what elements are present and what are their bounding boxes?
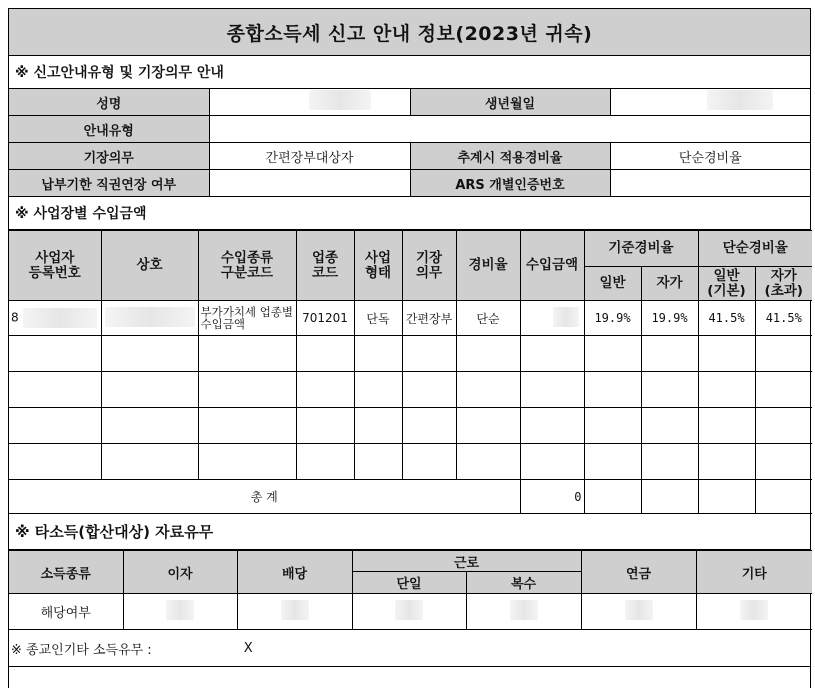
religious-income-mark: X [243,640,253,656]
cell-bookkeeping: 간편장부 [402,301,456,336]
col-standard-rate: 기준경비율 [584,231,698,267]
total-label: 총 계 [9,480,520,514]
section2-heading: ※ 사업장별 수입금액 [9,197,810,230]
cell-trade-name [101,301,198,336]
masked-trade-name [105,307,195,327]
masked-bizno [23,308,97,328]
religious-income-label: ※ 종교인기타 소득유무 : [11,642,152,658]
masked-value [510,600,538,620]
col-standard-general: 일반 [584,267,641,301]
table-row [9,594,812,630]
col-labor: 근로 [352,551,581,572]
col-trade-name: 상호 [101,231,198,301]
col-pension: 연금 [581,551,696,594]
masked-value [395,600,423,620]
name-value [209,89,410,116]
cell-biz-type: 단독 [354,301,402,336]
bookkeeping-value: 간편장부대상자 [209,143,410,170]
cell-bizno: 8 [9,301,101,336]
col-labor-single: 단일 [352,572,466,594]
section3-heading: ※ 타소득(합산대상) 자료유무 [9,514,810,550]
masked-value [281,600,309,620]
estimate-rate-value: 단순경비율 [610,143,810,170]
col-interest: 이자 [123,551,237,594]
birth-value [610,89,810,116]
masked-value [740,600,768,620]
col-dividend: 배당 [237,551,352,594]
col-simple-self: 자가 (초과) [755,267,812,301]
total-row [9,480,812,514]
extension-label: 납부기한 직권연장 여부 [9,170,209,197]
cell-interest [123,594,237,630]
cell-revenue [520,301,584,336]
estimate-rate-label: 추계시 적용경비율 [410,143,610,170]
cell-single [352,594,466,630]
masked-value [625,600,653,620]
col-biz-type: 사업 형태 [354,231,402,301]
masked-birthdate [707,90,773,110]
masked-name [309,90,371,110]
masked-value [166,600,194,620]
cell-other [696,594,812,630]
col-income-code: 수입종류 구분코드 [198,231,296,301]
col-income-type: 소득종류 [9,551,123,594]
table-row [9,301,812,336]
cell-simple-general: 41.5% [698,301,755,336]
other-income-table [9,550,812,630]
section1-heading: ※ 신고안내유형 및 기장의무 안내 [9,56,810,89]
cell-industry-code: 701201 [296,301,354,336]
col-labor-multiple: 복수 [466,572,581,594]
row-applicable-label: 해당여부 [9,594,123,630]
col-other: 기타 [696,551,812,594]
guide-type-label: 안내유형 [9,116,209,143]
cell-pension [581,594,696,630]
col-standard-self: 자가 [641,267,698,301]
cell-dividend [237,594,352,630]
empty-row [9,336,812,372]
cell-multiple [466,594,581,630]
empty-row [9,372,812,408]
empty-row [9,408,812,444]
religious-income-row [9,630,810,667]
business-revenue-table [9,230,812,514]
col-simple-rate: 단순경비율 [698,231,812,267]
col-bookkeeping: 기장 의무 [402,231,456,301]
empty-row [9,444,812,480]
col-industry-code: 업종 코드 [296,231,354,301]
col-revenue: 수입금액 [520,231,584,301]
cell-standard-general: 19.9% [584,301,641,336]
cell-expense-rate: 단순 [456,301,520,336]
ars-value [610,170,810,197]
extension-value [209,170,410,197]
masked-revenue [553,307,579,327]
name-label: 성명 [9,89,209,116]
cell-income-code: 부가가치세 업종별 수입금액 [198,301,296,336]
col-simple-general: 일반 (기본) [698,267,755,301]
bookkeeping-label: 기장의무 [9,143,209,170]
birth-label: 생년월일 [410,89,610,116]
cell-standard-self: 19.9% [641,301,698,336]
total-value: 0 [520,480,584,514]
cell-simple-self: 41.5% [755,301,812,336]
page-title: 종합소득세 신고 안내 정보(2023년 귀속) [9,9,810,56]
col-bizno: 사업자 등록번호 [9,231,101,301]
col-expense-rate: 경비율 [456,231,520,301]
guide-type-table [9,89,810,197]
ars-label: ARS 개별인증번호 [410,170,610,197]
guide-type-value [209,116,810,143]
document-frame [8,8,811,688]
